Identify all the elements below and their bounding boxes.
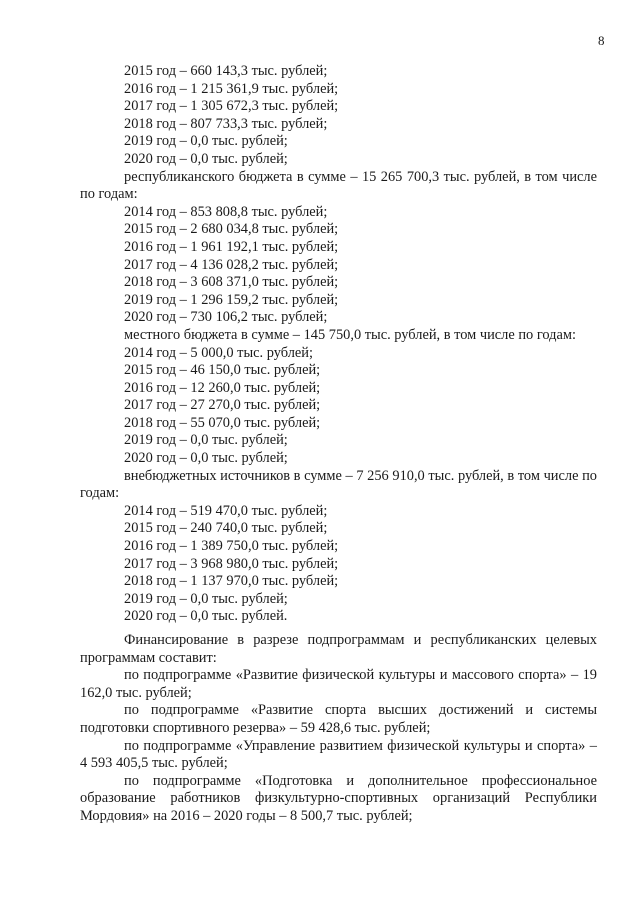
year-line: 2017 год – 3 968 980,0 тыс. рублей; xyxy=(124,555,339,572)
year-line: 2015 год – 660 143,3 тыс. рублей; xyxy=(124,63,328,79)
year-line: 2019 год – 0,0 тыс. рублей; xyxy=(124,432,288,449)
year-line: 2017 год – 1 305 672,3 тыс. рублей; xyxy=(124,98,339,115)
year-line: 2019 год – 0,0 тыс. рублей; xyxy=(124,133,288,150)
year-line: 2018 год – 55 070,0 тыс. рублей; xyxy=(124,414,321,431)
page-number: 8 xyxy=(598,33,605,48)
republican-years-list xyxy=(80,204,597,327)
year-line: 2015 год – 46 150,0 тыс. рублей; xyxy=(124,362,321,379)
year-line: 2015 год – 2 680 034,8 тыс. рублей; xyxy=(124,221,339,238)
year-line: 2020 год – 0,0 тыс. рублей; xyxy=(124,150,288,167)
year-line: 2020 год – 0,0 тыс. рублей. xyxy=(124,608,288,625)
subprogram-item: по подпрограмме «Развитие физической культуры и массового спорта» – 19 162,0 тыс. рублей; xyxy=(80,667,597,701)
year-line: 2014 год – 5 000,0 тыс. рублей; xyxy=(124,344,313,361)
year-line: 2019 год – 0,0 тыс. рублей; xyxy=(124,590,288,607)
extrabudgetary-years-list xyxy=(80,503,597,626)
year-line: 2018 год – 1 137 970,0 тыс. рублей; xyxy=(124,573,339,590)
document-body xyxy=(80,63,597,826)
financing-intro: Финансирование в разрезе подпрограммам и республиканских целевых программам составит: xyxy=(80,632,597,666)
year-line: 2018 год – 807 733,3 тыс. рублей; xyxy=(124,115,328,132)
year-line: 2018 год – 3 608 371,0 тыс. рублей; xyxy=(124,274,339,291)
year-line: 2016 год – 12 260,0 тыс. рублей; xyxy=(124,379,321,396)
subprogram-list xyxy=(80,667,597,825)
subprogram-item: по подпрограмме «Развитие спорта высших достижений и системы подготовки спортивного резерва» – 59 428,6 тыс. рублей; xyxy=(80,702,597,736)
local-years-list xyxy=(80,345,597,468)
extrabudgetary-heading: внебюджетных источников в сумме – 7 256 910,0 тыс. рублей, в том числе по годам: xyxy=(80,467,597,502)
local-budget-heading: местного бюджета в сумме – 145 750,0 тыс. рублей, в том числе по годам: xyxy=(124,326,576,343)
year-line: 2020 год – 0,0 тыс. рублей; xyxy=(124,450,288,467)
republican-budget-heading: республиканского бюджета в сумме – 15 265 700,3 тыс. рублей, в том числе по годам: xyxy=(80,168,597,203)
subprogram-item: по подпрограмме «Управление развитием физической культуры и спорта» – 4 593 405,5 тыс. рублей; xyxy=(80,737,597,772)
year-line: 2014 год – 519 470,0 тыс. рублей; xyxy=(124,502,328,519)
year-line: 2019 год – 1 296 159,2 тыс. рублей; xyxy=(124,291,339,308)
subprogram-item: по подпрограмме «Подготовка и дополнительное профессиональное образование работников физкультурно-спортивных организаций Республики Мордовия» на 2016 – 2020 годы – 8 500,7 тыс. рублей; xyxy=(80,772,597,824)
year-line: 2014 год – 853 808,8 тыс. рублей; xyxy=(124,203,328,220)
year-line: 2020 год – 730 106,2 тыс. рублей; xyxy=(124,309,328,326)
year-line: 2016 год – 1 389 750,0 тыс. рублей; xyxy=(124,538,339,555)
year-line: 2016 год – 1 215 361,9 тыс. рублей; xyxy=(124,80,339,97)
year-line: 2017 год – 27 270,0 тыс. рублей; xyxy=(124,397,321,414)
year-line: 2015 год – 240 740,0 тыс. рублей; xyxy=(124,520,328,537)
year-line: 2016 год – 1 961 192,1 тыс. рублей; xyxy=(124,238,339,255)
federal-years-list xyxy=(80,63,597,169)
year-line: 2017 год – 4 136 028,2 тыс. рублей; xyxy=(124,256,339,273)
